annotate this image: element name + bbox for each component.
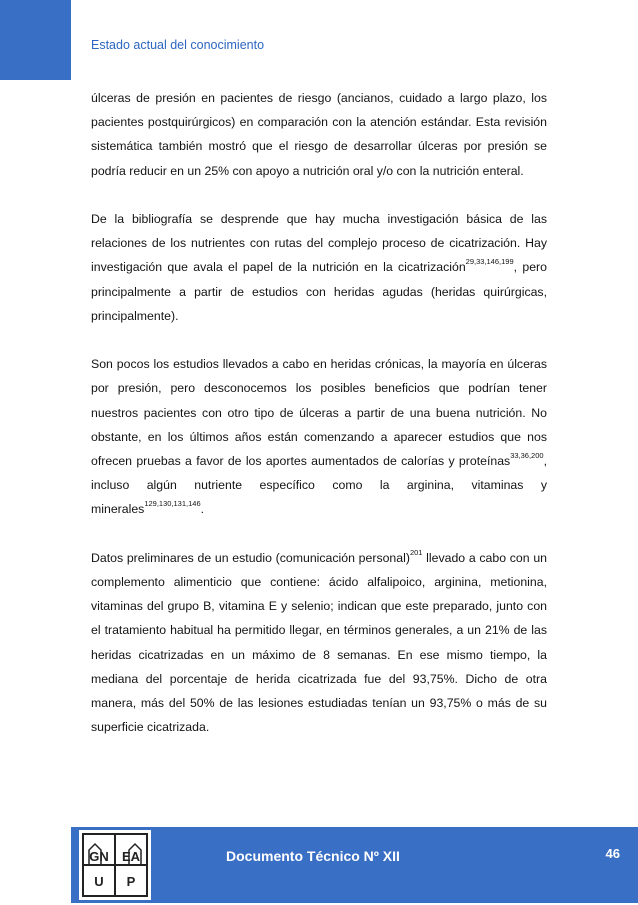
paragraph-2-text: De la bibliografía se desprende que hay mucha investigación básica de las relaciones de los nutrientes con rutas del complejo proceso de cicatrización. Hay investigación que avala el papel de la nutrición en la cicatrización xyxy=(91,212,547,275)
paragraph-2 xyxy=(91,207,547,328)
paragraph-3-text-end: . xyxy=(200,502,205,517)
paragraph-3 xyxy=(91,352,547,521)
gneaupp-logo xyxy=(79,830,151,900)
paragraph-1-text: úlceras de presión en pacientes de riesgo (ancianos, cuidado a largo plazo, los pacientes postquirúrgicos) en comparación con la atención estándar. Esta revisión sistemática también mostró que el riesgo de desarrollar úlceras por presión se podría reducir en un 25% con apoyo a nutrición oral y/o con la nutrición enteral. xyxy=(91,91,547,178)
paragraph-2-text-cont: , pero principalmente a partir de estudios con heridas agudas (heridas quirúrgicas, principalmente). xyxy=(91,260,547,323)
page-number: 46 xyxy=(605,846,620,861)
paragraph-3-text-cont: , incluso algún nutriente específico como la arginina, vitaminas y minerales xyxy=(91,454,547,517)
citation-ref: 33,36,200 xyxy=(510,451,544,461)
logo-letters: U xyxy=(94,874,104,889)
logo-letters: P xyxy=(126,874,136,889)
paragraph-1 xyxy=(91,86,547,183)
corner-accent-block xyxy=(0,0,71,80)
footer-bar xyxy=(71,827,638,903)
citation-ref: 201 xyxy=(409,547,423,557)
paragraph-3-text: Son pocos los estudios llevados a cabo en heridas crónicas, la mayoría en úlceras por presión, pero desconocemos los posibles beneficios que podrían tener nuestros pacientes con otro tipo de úlceras a partir de una buena nutrición. No obstante, en los últimos años están comenzando a aparecer estudios que nos ofrecen pruebas a favor de los aportes aumentados de calorías y proteínas xyxy=(91,357,547,469)
paragraph-4-text-cont: llevado a cabo con un complemento alimenticio que contiene: ácido alfalipoico, arginina, metionina, vitaminas del grupo B, vitamina E y selenio; indican que este preparado, junto con el tratamiento habitual ha permitido llegar, en términos generales, a un 21% de las heridas cicatrizadas en un máximo de 8 semanas. En ese mismo tiempo, la mediana del porcentaje de herida cicatrizada fue del 93,75%. Dicho de otra manera, más del 50% de las lesiones estudiadas tenían un 93,75% o más de su superficie cicatrizada. xyxy=(91,550,547,735)
logo-letters: GN xyxy=(89,849,109,864)
citation-ref: 129,130,131,146 xyxy=(144,499,201,509)
logo-letters: EA xyxy=(121,849,141,864)
body-text xyxy=(91,86,547,739)
document-title: Documento Técnico Nº XII xyxy=(226,848,400,864)
paragraph-4-text: Datos preliminares de un estudio (comunicación personal) xyxy=(91,550,410,565)
paragraph-4 xyxy=(91,546,547,740)
running-header: Estado actual del conocimiento xyxy=(91,38,265,52)
citation-ref: 29,33,146,199 xyxy=(465,257,514,267)
